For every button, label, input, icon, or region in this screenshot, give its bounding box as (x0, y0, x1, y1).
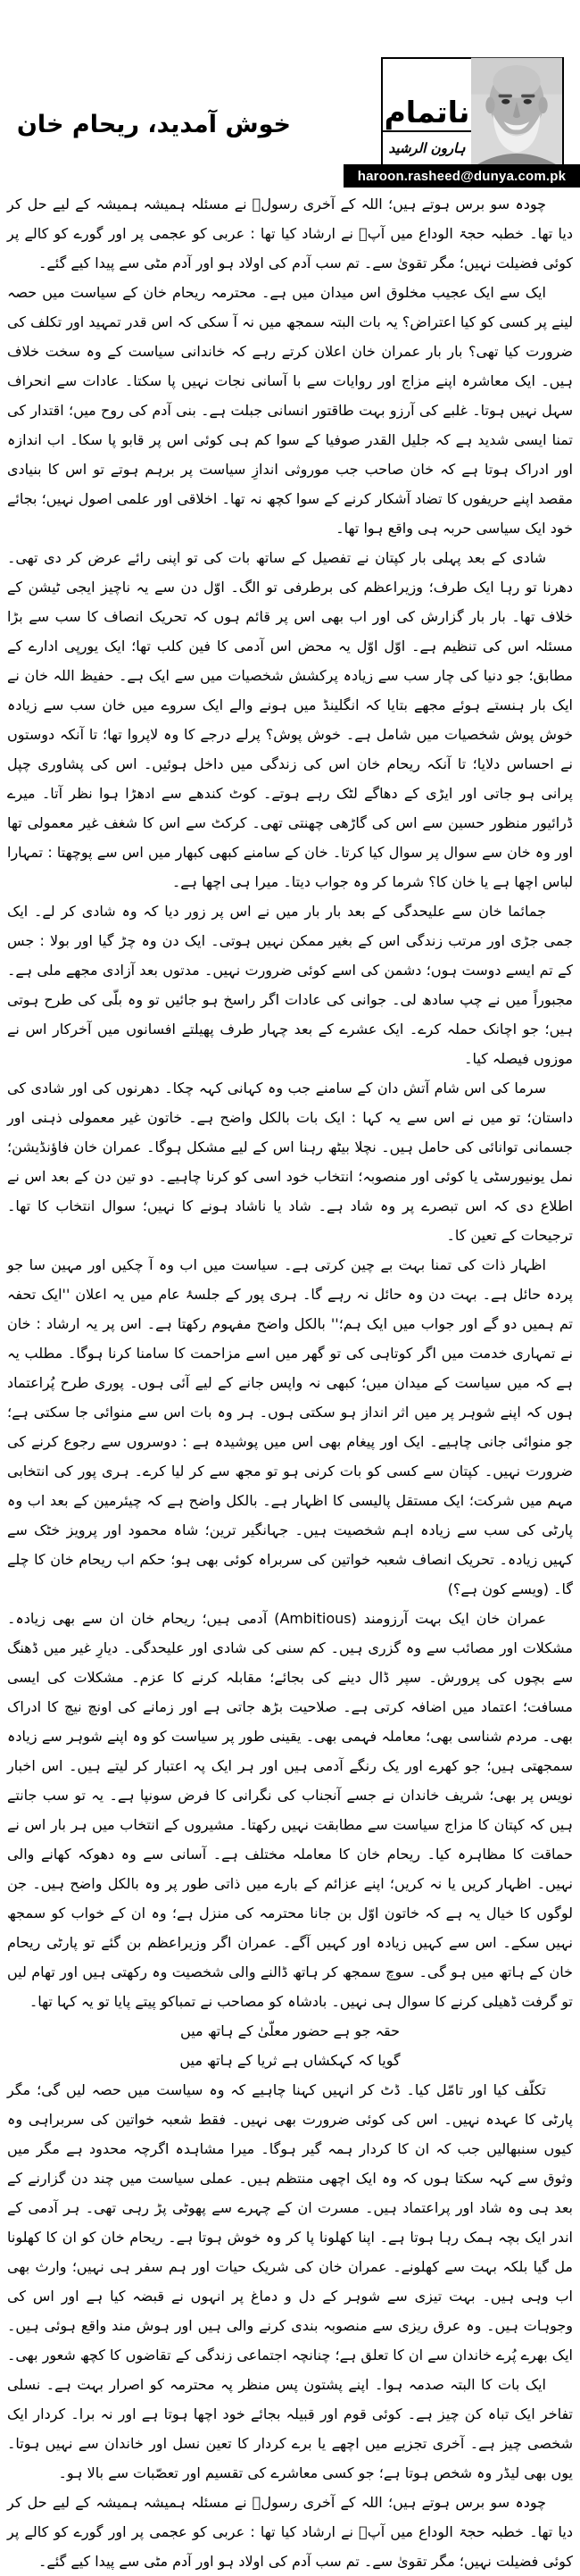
article-paragraph: عمران خان ایک بہت آرزومند (Ambitious) آدمی ہیں؛ ریحام خان ان سے بھی زیادہ۔ مشکلات اور مصائب سے وہ گزری ہیں۔ کم سنی کی شادی اور علیحدگی۔ دیارِ غیر میں ڈھنگ سے بچوں کی پرورش۔ سپر ڈال دینے کی بجائے؛ مقابلہ کرنے کا عزم۔ مشکلات کی ایسی مسافت؛ اعتماد میں اضافہ کرتی ہے۔ صلاحیت بڑھ جاتی ہے اور زمانے کی اونچ نیچ کا ادراک بھی۔ مردم شناسی بھی؛ معاملہ فہمی بھی۔ یقینی طور پر سیاست کو وہ اپنے شوہر سے زیادہ سمجھتی ہیں؛ جو کھرے اور یک رنگے آدمی ہیں اور ہر ایک پہ اعتبار کر لیتے ہیں۔ اس اخبار نویس پر بھی؛ شریف خاندان نے جسے آنجناب کی نگرانی کا فرض سونپا ہے۔ یہ تو سب جانتے ہیں کہ کپتان کا مزاج سیاست سے مطابقت نہیں رکھتا۔ مشیروں کے انتخاب میں ہر بار اس نے حماقت کا مظاہرہ کیا۔ ریحام خان کا معاملہ مختلف ہے۔ آسانی سے وہ دھوکہ کھانے والی نہیں۔ اظہار کریں یا نہ کریں؛ اپنے عزائم کے بارے میں ذاتی طور پر وہ بالکل واضح ہیں۔ جن لوگوں کا خیال یہ ہے کہ خاتون اوّل بن جانا محترمہ کی منزل ہے؛ وہ ان کے خواب کو سمجھ نہیں سکے۔ اس سے کہیں زیادہ اور کہیں آگے۔ عمران اگر وزیراعظم بن گئے تو پارٹی ریحام خان کے ہاتھ میں ہو گی۔ سوچ سمجھ کر ہاتھ ڈالنے والی شخصیت وہ رکھتی ہیں اور تھام لیں تو گرفت ڈھیلی کرنے کا سوال ہی نہیں۔ بادشاہ کو مصاحب نے تمباکو پیتے پایا تو یہ کہا تھا۔ (7, 1610, 574, 2010)
article-paragraph: سرما کی اس شام آتش دان کے سامنے جب وہ کہانی کہہ چکا۔ دھرنوں کی اور شادی کی داستان؛ تو میں نے اس سے یہ کہا : ایک بات بالکل واضح ہے۔ خاتون غیر معمولی ذہنی اور جسمانی توانائی کی حامل ہیں۔ نچلا بیٹھ رہنا اس کے لیے مشکل ہوگا۔ عمران خان فاؤنڈیشن؛ نمل یونیورسٹی یا کوئی اور منصوبہ؛ انتخاب خود اسی کو کرنا چاہیے۔ دو تین دن کے بعد اس نے اطلاع دی کہ اس تبصرے پر وہ شاد ہے۔ شاد یا ناشاد ہونے کا نہیں؛ سوال انتخاب کا تھا۔ ترجیحات کے تعین کا۔ (7, 1080, 573, 1244)
article-paragraph: اظہار ذات کی تمنا بہت بے چین کرتی ہے۔ سیاست میں اب وہ آ چکیں اور مہین سا جو پردہ حائل ہے۔ بہت دن وہ حائل نہ رہے گا۔ ہری پور کے جلسۂ عام میں یہ اعلان ''ایک تحفہ تم ہمیں دو گے اور جواب میں ایک ہم؛'' بالکل واضح مفہوم رکھتا ہے۔ اس پر یہ ارشاد : خان نے تمہاری خدمت میں اگر کوتاہی کی تو گھر میں اسے مزاحمت کا سامنا کرنا ہوگا۔ مطلب یہ ہے کہ میں سیاست کے میدان میں؛ کبھی نہ واپس جانے کے لیے آئی ہوں۔ پوری طرح پُراعتماد ہوں کہ اپنے شوہر پر میں اثر انداز ہو سکتی ہوں۔ ہر وہ بات اس سے منوائی جا سکتی ہے؛ جو منوائی جانی چاہیے۔ ایک اور پیغام بھی اس میں پوشیدہ ہے : دوسروں سے رجوع کرنے کی ضرورت نہیں۔ کپتان سے کسی کو بات کرنی ہو تو مجھ سے کر لیا کرے۔ ہری پور کی انتخابی مہم میں شرکت؛ ایک مستقل پالیسی کا اظہار ہے۔ بالکل واضح ہے کہ چیئرمین کے بعد اب وہ پارٹی کی سب سے زیادہ اہم شخصیت ہیں۔ جہانگیر ترین؛ شاہ محمود اور پرویز خٹک سے کہیں زیادہ۔ تحریک انصاف شعبہ خواتین کی سربراہ کوئی بھی ہو؛ حکم اب ریحام خان کا چلے گا۔ (ویسے کون ہے؟) (7, 1256, 573, 1597)
article-paragraph: ایک بات کا البتہ صدمہ ہوا۔ اپنے پشتون پس منظر پہ محترمہ کو اصرار بہت ہے۔ نسلی تفاخر ایک تباہ کن چیز ہے۔ کوئی قوم اور قبیلہ بجائے خود اچھا ہوتا ہے اور نہ برا۔ کردار ایک شخصی چیز ہے۔ آخری تجزیے میں اچھے یا برے کردار کا تعین نسل اور خاندان سے نہیں ہوتا۔ یوں بھی لیڈر وہ شخص ہوتا ہے؛ جو کسی معاشرے کی تقسیم اور تعصّبات سے بالا ہو۔ (7, 2376, 573, 2481)
email-bar (344, 164, 580, 188)
article-paragraph: چودہ سو برس ہوتے ہیں؛ اللہ کے آخری رسولؐ نے مسئلہ ہمیشہ ہمیشہ کے لیے حل کر دیا تھا۔ خطبہ حجۃ الوداع میں آپؐ نے ارشاد کیا تھا : عربی کو عجمی پر اور گورے کو کالے پر کوئی فضیلت نہیں؛ مگر تقویٰ سے۔ تم سب آدم کی اولاد ہو اور آدم مٹی سے پیدا کیے گئے۔ (7, 2494, 573, 2570)
article-paragraph: جمائما خان سے علیحدگی کے بعد بار بار میں نے اس پر زور دیا کہ وہ شادی کر لے۔ ایک جمی جڑی اور مرتب زندگی اس کے بغیر ممکن نہیں ہوتی۔ ایک دن وہ چڑ گیا اور بولا : جس کے تم ایسے دوست ہوں؛ دشمن کی اسے کوئی ضرورت نہیں۔ مدتوں بعد آزادی مجھے ملی ہے۔ مجبوراً میں نے چپ سادھ لی۔ جوانی کی عادات اگر راسخ ہو جائیں تو وہ بلّی کی طرح ہوتی ہیں؛ جو اچانک حملہ کرے۔ ایک عشرے کے بعد چہار طرف پھیلتے افسانوں میں آخرکار اس نے موزوں فیصلہ کیا۔ (7, 903, 573, 1067)
verse-line: گویا کہ کہکشاں ہے ثریا کے ہاتھ میں (179, 2052, 401, 2069)
verse-line: حقہ جو ہے حضور معلّیٰ کے ہاتھ میں (180, 2022, 400, 2039)
article-paragraph: چودہ سو برس ہوتے ہیں؛ اللہ کے آخری رسولؐ نے مسئلہ ہمیشہ ہمیشہ کے لیے حل کر دیا تھا۔ خطبہ حجۃ الوداع میں آپؐ نے ارشاد کیا تھا : عربی کو عجمی پر اور گورے کو کالے پر کوئی فضیلت نہیں؛ مگر تقویٰ سے۔ تم سب آدم کی اولاد ہو اور آدم مٹی سے پیدا کیے گئے۔ (7, 196, 573, 271)
author-signature: ہارون الرشید (383, 130, 471, 164)
article-title: خوش آمدید، ریحام خان (16, 111, 291, 138)
masthead-box (381, 57, 564, 166)
author-email: haroon.rasheed@dunya.com.pk (357, 168, 567, 184)
masthead-left (383, 59, 471, 164)
article-paragraph: ایک سے ایک عجیب مخلوق اس میدان میں ہے۔ محترمہ ریحام خان کے سیاست میں حصہ لینے پر کسی کو کیا اعتراض؟ یہ بات البتہ سمجھ میں نہ آ سکی کہ اس قدر تمہید اور تکلف کی ضرورت کیا تھی؟ بار بار عمران خان اعلان کرتے رہے کہ خاندانی سیاست کے وہ سخت خلاف ہیں۔ ایک معاشرہ اپنے مزاج اور روایات سے با آسانی نجات نہیں پا سکتا۔ عادات سے انحراف سہل نہیں ہوتا۔ غلبے کی آرزو بہت طاقتور انسانی جبلت ہے۔ بنی آدم کی روح میں؛ اقتدار کی تمنا ایسی شدید ہے کہ جلیل القدر صوفیا کے سوا کم ہی کوئی اس پر قابو پا سکا۔ اب اندازہ اور ادراک ہوتا ہے کہ خان صاحب جب موروثی اندازِ سیاست پر برہم ہوتے تو اس کا بنیادی مقصد اپنے حریفوں کا تضاد آشکار کرنے کے سوا کچھ نہ تھا۔ اخلاقی اور علمی اصول نہیں؛ بجائے خود ایک سیاسی حربہ ہی واقع ہوا تھا۔ (7, 284, 573, 537)
article-paragraph: شادی کے بعد پہلی بار کپتان نے تفصیل کے ساتھ بات کی تو اپنی رائے عرض کر دی تھی۔ دھرنا تو رہا ایک طرف؛ وزیراعظم کی برطرفی تو الگ۔ اوّل دن سے یہ ناچیز ایجی ٹیشن کے خلاف تھا۔ بار بار گزارش کی اور اب بھی اس پر قائم ہوں کہ تحریک انصاف کا سب سے بڑا مسئلہ اس کی تنظیم ہے۔ اوّل اوّل یہ محض اس آدمی کا فین کلب تھا؛ ایک یورپی ادارے کے مطابق؛ جو دنیا کی چار سب سے زیادہ پرکشش شخصیات میں سے ایک ہے۔ حفیظ اللہ خان نے ایک بار ہنستے ہوئے مجھے بتایا کہ انگلینڈ میں ہونے والے ایک سروے میں خان سب سے زیادہ خوش پوش شخصیات میں شامل ہے۔ خوش پوش؟ پرلے درجے کا وہ لاپروا تھا؛ تا آنکہ دوستوں نے احساس دلایا؛ تا آنکہ ریحام خان اس کی زندگی میں داخل ہوئیں۔ اس کی پشاوری چپل پرانی ہو جاتی اور ایڑی کے دھاگے لٹک رہے ہوتے۔ کوٹ کندھے سے ادھڑا ہوا نظر آتا۔ میرے ڈرائیور منظور حسین سے اس کی گاڑھی چھنتی تھی۔ کرکٹ سے اس کا شغف غیر معمولی تھا اور وہ خان سے سوال پر سوال کیا کرتا۔ خان کے سامنے کبھی کبھار میں اس سے پوچھتا : تمہارا لباس اچھا ہے یا خان کا؟ شرما کر وہ جواب دیتا۔ میرا ہی اچھا ہے۔ (7, 549, 573, 890)
author-photo (471, 59, 562, 164)
column-title: ناتمام (384, 95, 470, 129)
article-paragraph: تکلّف کیا اور تامّل کیا۔ ڈٹ کر انہیں کہنا چاہیے کہ وہ سیاست میں حصہ لیں گی؛ مگر پارٹی کا عہدہ نہیں۔ اس کی کوئی ضرورت بھی نہیں۔ فقط شعبہ خواتین کی سربراہی وہ کیوں سنبھالیں جب کہ ان کا کردار ہمہ گیر ہوگا۔ میرا مشاہدہ اگرچہ محدود ہے مگر میں وثوق سے کہہ سکتا ہوں کہ وہ ایک اچھی منتظم ہیں۔ عملی سیاست میں چند دن گزارنے کے بعد ہی وہ شاد اور پراعتماد ہیں۔ مسرت ان کے چہرے سے پھوٹی پڑ رہی تھی۔ ہر آدمی کے اندر ایک بچہ ہمک رہا ہوتا ہے۔ اپنا کھلونا پا کر وہ خوش ہوتا ہے۔ ریحام خان کو ان کا کھلونا مل گیا بلکہ بہت سے کھلونے۔ عمران خان کی شریک حیات اور ہم سفر ہی نہیں؛ وارث بھی اب وہی ہیں۔ بہت تیزی سے شوہر کے دل و دماغ پر انہوں نے قبضہ کیا ہے اور اس کی وجوہات ہیں۔ وہ عرق ریزی سے منصوبہ بندی کرنے والی ہیں اور ہوش مند واقع ہوئی ہیں۔ ایک بھرے پُرے خاندان سے ان کا تعلق ہے؛ چنانچہ اجتماعی زندگی کے تقاضوں کا کچھ شعور بھی۔ (7, 2081, 573, 2363)
article-body (7, 189, 574, 2570)
